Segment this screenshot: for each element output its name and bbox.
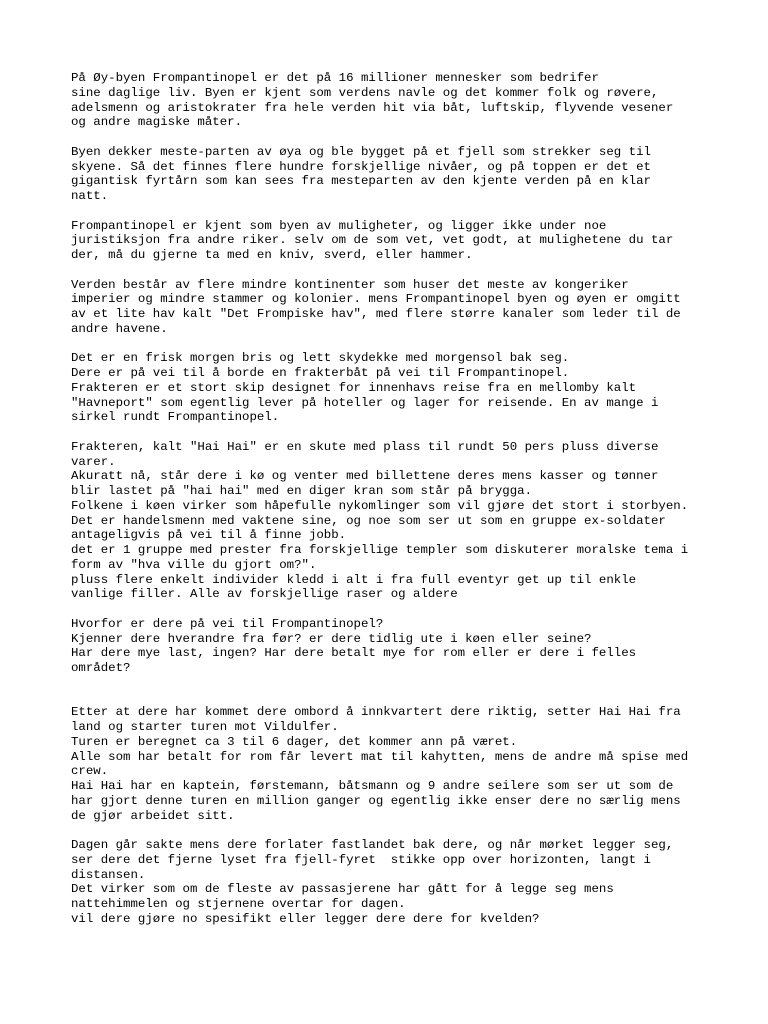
text-line: pluss flere enkelt individer kledd i alt i fra full eventyr get up til enkle bbox=[71, 572, 637, 587]
text-line: det er 1 gruppe med prester fra forskjellige templer som diskuterer moralske tema i bbox=[71, 543, 689, 557]
paragraph-morning-scene bbox=[71, 351, 711, 425]
text-line: sine daglige liv. Byen er kjent som verdens navle og det kommer folk og røvere, bbox=[71, 85, 659, 100]
text-line: Hai Hai har en kaptein, førstemann, båtsmann og 9 andre seilere som ser ut som de bbox=[71, 779, 674, 793]
paragraph-player-questions bbox=[71, 617, 711, 676]
text-line: form av "hva ville du gjort om?". bbox=[71, 557, 317, 572]
text-line: der, må du gjerne ta med en kniv, sverd, eller hammer. bbox=[71, 248, 473, 262]
text-line: blir lastet på "hai hai" med en diger kran som står på brygga. bbox=[71, 484, 533, 498]
text-line: vil dere gjøre no spesifikt eller legger dere dere for kvelden? bbox=[71, 911, 540, 926]
text-line: Akuratt nå, står dere i kø og venter med billettene deres mens kasser og tønner bbox=[71, 469, 659, 484]
text-line: Det virker som om de fleste av passasjerene har gått for å legge seg mens bbox=[71, 882, 614, 897]
text-line: Etter at dere har kommet dere ombord å innkvartert dere riktig, setter Hai Hai fra bbox=[71, 705, 681, 720]
paragraph-city-intro bbox=[71, 71, 711, 130]
text-line: Byen dekker meste-parten av øya og ble bygget på et fjell som strekker seg til bbox=[71, 144, 651, 159]
text-line: skyene. Så det finnes flere hundre forskjellige nivåer, og på toppen er det et bbox=[71, 159, 651, 174]
text-line: varer. bbox=[71, 454, 116, 469]
text-line: ser dere det fjerne lyset fra fjell-fyret stikke opp over horizonten, langt i bbox=[71, 852, 651, 867]
text-line: Det er handelsmenn med vaktene sine, og noe som ser ut som en gruppe ex-soldater bbox=[71, 513, 666, 528]
text-line: imperier og mindre stammer og kolonier. mens Frompantinopel byen og øyen er omgitt bbox=[71, 292, 681, 307]
text-line: "Havneport" som egentlig lever på hoteller og lager for reisende. En av mange i bbox=[71, 395, 659, 410]
text-line: Verden består av flere mindre kontinenter som huser det meste av kongeriker bbox=[71, 277, 629, 292]
text-line: de gjør arbeidet sitt. bbox=[71, 808, 235, 823]
text-line: På Øy-byen Frompantinopel er det på 16 millioner mennesker som bedrifer bbox=[71, 71, 599, 85]
paragraph-city-geography bbox=[71, 145, 711, 204]
text-line: Dere er på vei til å borde en frakterbåt på vei til Frompantinopel. bbox=[71, 366, 570, 380]
text-line: og andre magiske måter. bbox=[71, 115, 243, 130]
paragraph-city-opportunities bbox=[71, 219, 711, 263]
paragraph-voyage bbox=[71, 705, 711, 823]
text-line: har gjort denne turen en million ganger og egentlig ikke enser dere no særlig mens bbox=[71, 793, 681, 808]
text-line: Hvorfor er dere på vei til Frompantinopel? bbox=[71, 616, 384, 631]
text-line: antageligvis på vei til å finne jobb. bbox=[71, 528, 347, 543]
text-line: andre havene. bbox=[71, 321, 168, 336]
text-line: av et lite hav kalt "Det Frompiske hav", med flere større kanaler som leder til de bbox=[71, 307, 681, 321]
text-line: sirkel rundt Frompantinopel. bbox=[71, 410, 280, 425]
text-line: distansen. bbox=[71, 867, 146, 882]
text-line: Folkene i køen virker som håpefulle nykomlinger som vil gjøre det stort i storbyen. bbox=[71, 498, 689, 513]
text-line: Turen er beregnet ca 3 til 6 dager, det kommer ann på været. bbox=[71, 734, 518, 749]
text-line: adelsmenn og aristokrater fra hele verden hit via båt, luftskip, flyvende vesener bbox=[71, 100, 674, 115]
text-line: Har dere mye last, ingen? Har dere betalt mye for rom eller er dere i felles bbox=[71, 646, 637, 661]
text-line: Frompantinopel er kjent som byen av muligheter, og ligger ikke under noe bbox=[71, 218, 607, 233]
document-page bbox=[71, 71, 711, 941]
text-line: gigantisk fyrtårn som kan sees fra mesteparten av den kjente verden på en klar bbox=[71, 174, 651, 189]
text-line: området? bbox=[71, 661, 131, 675]
text-line: Dagen går sakte mens dere forlater fastlandet bak dere, og når mørket legger seg, bbox=[71, 838, 674, 852]
text-line: nattehimmelen og stjernene overtar for dagen. bbox=[71, 897, 406, 911]
text-line: land og starter turen mot Vildulfer. bbox=[71, 720, 339, 734]
text-line: vanlige filler. Alle av forskjellige raser og aldere bbox=[71, 587, 458, 602]
text-line: juristiksjon fra andre riker. selv om de som vet, vet godt, at mulighetene du tar bbox=[71, 233, 674, 248]
text-line: Frakteren, kalt "Hai Hai" er en skute med plass til rundt 50 pers pluss diverse bbox=[71, 439, 659, 454]
text-line: Kjenner dere hverandre fra før? er dere tidlig ute i køen eller seine? bbox=[71, 631, 592, 646]
paragraph-boarding-queue bbox=[71, 440, 711, 602]
text-line: Alle som har betalt for rom får levert mat til kahytten, mens de andre må spise med bbox=[71, 749, 689, 764]
paragraph-world bbox=[71, 278, 711, 337]
text-line: Det er en frisk morgen bris og lett skydekke med morgensol bak seg. bbox=[71, 351, 570, 366]
text-line: Frakteren er et stort skip designet for innenhavs reise fra en mellomby kalt bbox=[71, 380, 637, 395]
text-line: crew. bbox=[71, 764, 109, 779]
text-line: natt. bbox=[71, 189, 109, 203]
paragraph-nightfall bbox=[71, 838, 711, 927]
